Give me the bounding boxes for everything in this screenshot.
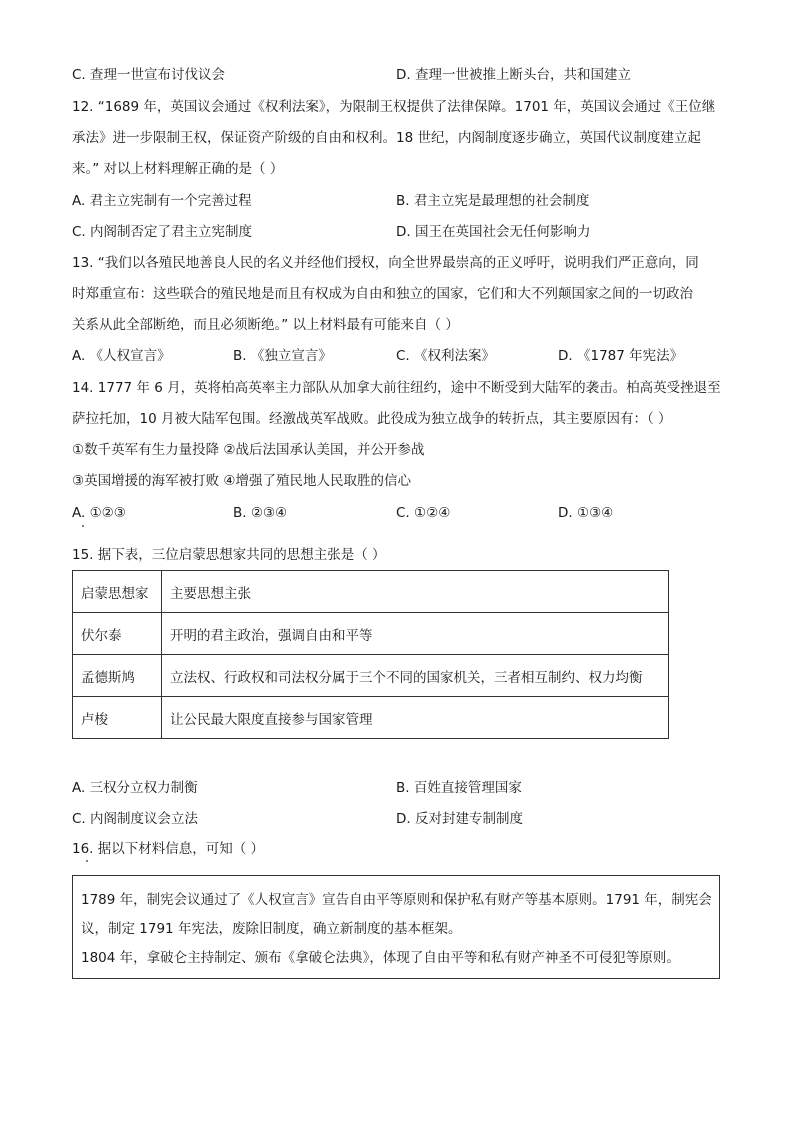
q15-option-b: B. 百姓直接管理国家 — [396, 780, 522, 796]
q14-option-a: A. ①②③ — [72, 505, 126, 521]
q12-option-d: D. 国王在英国社会无任何影响力 — [396, 224, 591, 240]
q14-stem-line-4: ③英国增援的海军被打败 ④增强了殖民地人民取胜的信心 — [72, 473, 411, 489]
q12-option-a: A. 君主立宪制有一个完善过程 — [72, 193, 252, 209]
table-cell: 孟德斯鸠 — [73, 655, 162, 697]
q15-stem: 15. 据下表，三位启蒙思想家共同的思想主张是（ ） — [72, 547, 386, 563]
q15-option-a: A. 三权分立权力制衡 — [72, 780, 198, 796]
table-row — [73, 613, 669, 655]
q15-option-d: D. 反对封建专制制度 — [396, 811, 523, 827]
q12-option-b: B. 君主立宪是最理想的社会制度 — [396, 193, 590, 209]
q13-option-b: B. 《独立宣言》 — [233, 348, 332, 364]
q14-stem-line-2: 萨拉托加，10 月被大陆军包围。经激战英军战败。此役成为独立战争的转折点，其主要原因有：（ ） — [72, 411, 672, 427]
q14-stem-line-3: ①数千英军有生力量投降 ②战后法国承认美国，并公开参战 — [72, 442, 425, 458]
q12-stem-line-1: 12. “1689 年，英国议会通过《权利法案》，为限制王权提供了法律保障。1701 年，英国议会通过《王位继 — [72, 99, 716, 115]
q11-option-c: C. 查理一世宣布讨伐议会 — [72, 67, 226, 83]
q15-option-c: C. 内阁制度议会立法 — [72, 811, 199, 827]
table-row — [73, 655, 669, 697]
q16-stem: 16. 据以下材料信息，可知（ ） — [72, 841, 265, 857]
q14-stem-line-1: 14. 1777 年 6 月，英将柏高英率主力部队从加拿大前往纽约，途中不断受到大陆军的袭击。柏高英受挫退至 — [72, 380, 721, 396]
table-cell: 开明的君主政治，强调自由和平等 — [162, 613, 669, 655]
q16-material-line-1: 1789 年，制宪会议通过了《人权宣言》宣告自由平等原则和保护私有财产等基本原则。1791 年，制宪会 — [81, 892, 712, 908]
q13-stem-line-1: 13. “我们以各殖民地善良人民的名义并经他们授权，向全世界最崇高的正义呼吁，说明我们严正意向，同 — [72, 255, 699, 271]
table-cell: 立法权、行政权和司法权分属于三个不同的国家机关，三者相互制约、权力均衡 — [162, 655, 669, 697]
q16-material-box — [72, 875, 720, 979]
q13-option-a: A. 《人权宣言》 — [72, 348, 171, 364]
table-header-cell: 启蒙思想家 — [73, 571, 162, 613]
q13-option-c: C. 《权利法案》 — [396, 348, 496, 364]
q13-option-d: D. 《1787 年宪法》 — [558, 348, 684, 364]
q12-option-c: C. 内阁制否定了君主立宪制度 — [72, 224, 253, 240]
stray-dot — [82, 525, 84, 527]
q14-option-c: C. ①②④ — [396, 505, 451, 521]
q12-stem-line-3: 来。” 对以上材料理解正确的是（ ） — [72, 161, 284, 177]
q13-stem-line-2: 时郑重宣布：这些联合的殖民地是而且有权成为自由和独立的国家，它们和大不列颠国家之间的一切政治 — [72, 286, 693, 302]
q16-material-line-3: 1804 年，拿破仑主持制定、颁布《拿破仑法典》，体现了自由平等和私有财产神圣不可侵犯等原则。 — [81, 950, 680, 966]
stray-dot — [86, 860, 88, 862]
table-cell: 伏尔泰 — [73, 613, 162, 655]
q13-stem-line-3: 关系从此全部断绝，而且必须断绝。” 以上材料最有可能来自（ ） — [72, 317, 459, 333]
table-header-cell: 主要思想主张 — [162, 571, 669, 613]
q14-option-d: D. ①③④ — [558, 505, 614, 521]
q15-table — [72, 570, 669, 739]
q11-option-d: D. 查理一世被推上断头台，共和国建立 — [396, 67, 631, 83]
table-cell: 让公民最大限度直接参与国家管理 — [162, 697, 669, 739]
q14-option-b: B. ②③④ — [233, 505, 288, 521]
q12-stem-line-2: 承法》进一步限制王权，保证资产阶级的自由和权利。18 世纪，内阁制度逐步确立，英国代议制度建立起 — [72, 130, 701, 146]
table-row — [73, 697, 669, 739]
table-header-row — [73, 571, 669, 613]
table-cell: 卢梭 — [73, 697, 162, 739]
q16-material-line-2: 议，制定 1791 年宪法，废除旧制度，确立新制度的基本框架。 — [81, 921, 462, 937]
